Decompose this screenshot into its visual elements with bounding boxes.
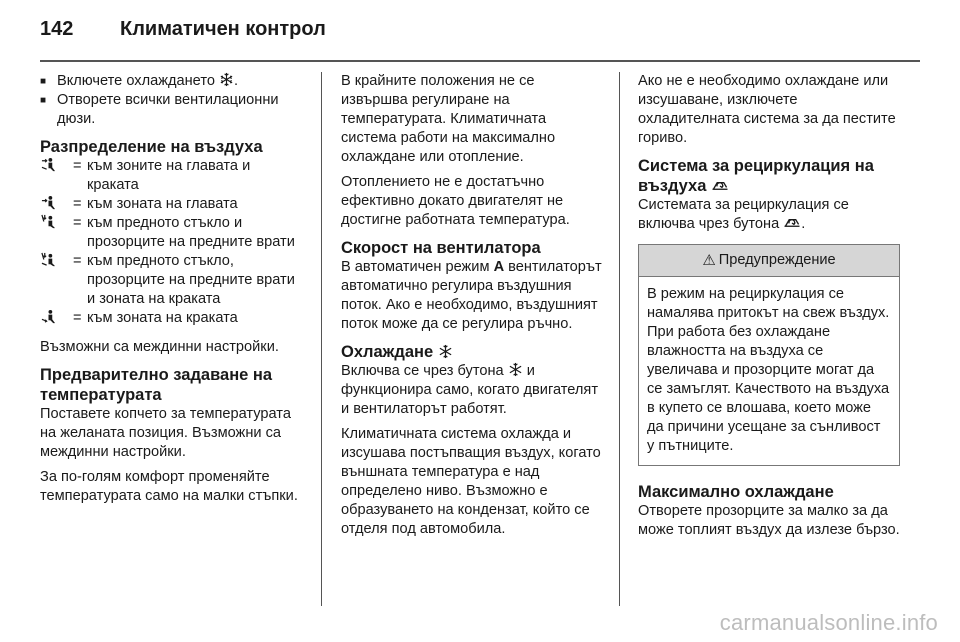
section-heading: Разпределение на въздуха (40, 138, 263, 156)
section-heading: Охлаждане (341, 342, 603, 362)
airflow-head-icon (41, 195, 56, 210)
table-row: = към предното стъкло и прозорците на предните врати (40, 214, 302, 252)
note-text: Възможни са междинни настройки. (40, 339, 279, 355)
recirculation-icon (711, 178, 729, 193)
paragraph: Ако не е необходимо охлаждане или изсушаване, изключете охладителната система за да пестите гориво. (638, 73, 896, 146)
page-number: 142 (40, 18, 74, 40)
auto-symbol: A (493, 259, 505, 275)
snowflake-icon (219, 72, 234, 87)
watermark: carmanualsonline.info (719, 610, 938, 635)
section-heading: Скорост на вентилатора (341, 239, 541, 257)
paragraph: В автоматичен режим A вентилаторът автоматично регулира въздушния поток. Ако е необходимо, въздушният поток може да се регулира ръчно. (341, 259, 602, 332)
airflow-windscreen-icon (41, 214, 56, 229)
paragraph: Поставете копчето за температурата на желаната позиция. Възможни са междинни настройки. (40, 406, 291, 460)
snowflake-icon (438, 344, 453, 359)
column-left (40, 72, 302, 506)
warning-body: В режим на рециркулация се намалява притокът на свеж въздух. При работа без охлаждане влажността на въздуха се увеличава и прозорците могат да се замъглят. Качеството на въздуха в купето се влошава, което може да причини усещане за сънливост у пътниците. (647, 286, 890, 454)
column-divider (321, 72, 322, 606)
bullet-list (40, 72, 302, 129)
list-item: ■ Отворете всички вентилационни дюзи. (40, 91, 302, 129)
page-header (40, 18, 326, 48)
warning-header (639, 245, 899, 277)
warning-triangle-icon: ⚠ (702, 252, 716, 269)
paragraph: Включва се чрез бутона и функционира само, когато двигателят и вентилаторът работят. (341, 363, 599, 417)
table-row: = към предното стъкло, прозорците на предните врати и зоната на краката (40, 252, 302, 309)
paragraph: Отворете прозорците за малко за да може топлият въздух да излезе бързо. (638, 503, 900, 538)
table-row: = към зоната на краката (40, 309, 302, 328)
airflow-windscreen-head-feet-icon (41, 252, 56, 267)
section-heading: Система за рециркулация на въздуха (638, 157, 874, 195)
paragraph: Системата за рециркулация се включва чрез бутона . (638, 197, 849, 232)
paragraph: За по-голям комфорт променяйте температурата само на малки стъпки. (40, 469, 298, 504)
airflow-head-feet-icon (41, 157, 56, 172)
column-divider (619, 72, 620, 606)
table-row: = към зоната на главата (40, 195, 302, 214)
paragraph: Отоплението не е достатъчно ефективно докато двигателят не достигне работната температура. (341, 174, 570, 228)
header-rule (40, 60, 920, 62)
snowflake-icon (508, 362, 523, 377)
paragraph: Климатичната система охлажда и изсушава постъпващия въздух, когато външната температура е над определено ниво. Възможно е образуването на кондензат, който се отделя под автомобила. (341, 426, 601, 537)
list-item: ■ Включете охлаждането . (40, 72, 302, 91)
warning-title: Предупреждение (718, 252, 836, 268)
recirculation-icon (783, 215, 801, 230)
air-distribution-table (40, 157, 302, 328)
warning-box (638, 244, 900, 466)
paragraph: В крайните положения не се извършва регулиране на температурата. Климатичната система работи на максимално охлаждане или отопление. (341, 73, 556, 165)
column-right (638, 72, 900, 540)
section-heading: Максимално охлаждане (638, 483, 834, 501)
column-middle (341, 72, 603, 539)
section-heading: Предварително задаване на температурата (40, 366, 273, 404)
table-row: = към зоните на главата и краката (40, 157, 302, 195)
page-title: Климатичен контрол (120, 18, 326, 40)
airflow-feet-icon (41, 309, 56, 324)
